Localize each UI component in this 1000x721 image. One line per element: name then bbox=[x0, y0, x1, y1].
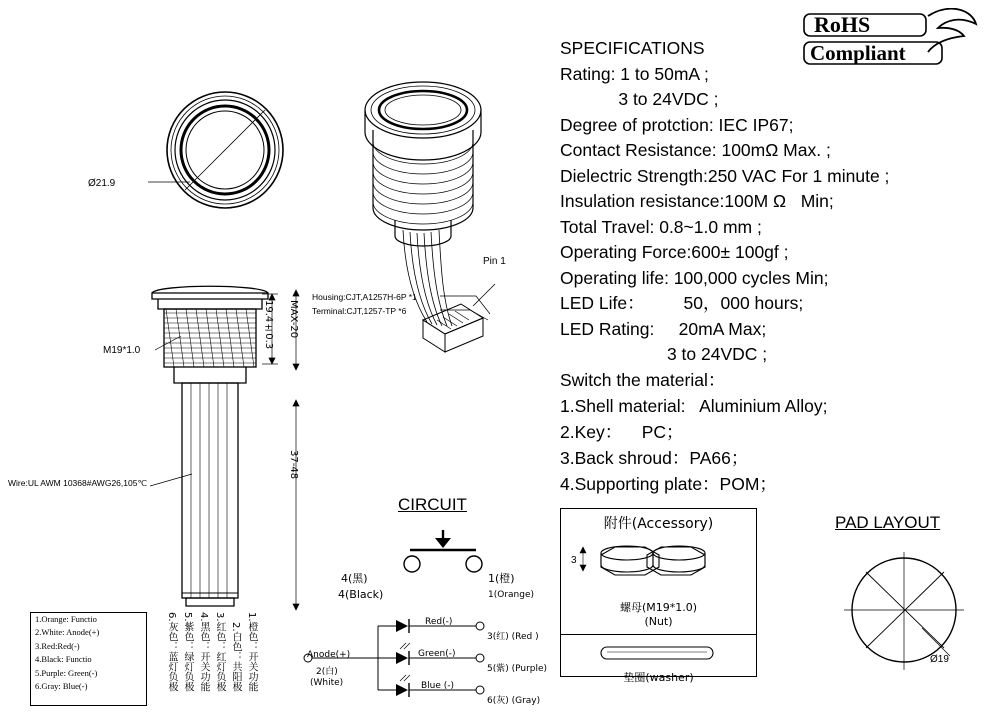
label-washer: 垫圈(washer) bbox=[623, 671, 694, 684]
label-wire-spec: Wire:UL AWM 10368#AWG26,105℃ bbox=[8, 478, 147, 488]
wire-legend-item: 2.White: Anode(+) bbox=[35, 627, 100, 638]
label-anode-en: (White) bbox=[310, 678, 344, 688]
rohs-line1: RoHS bbox=[814, 12, 871, 37]
label-pad-diameter: Ø19 bbox=[930, 654, 949, 665]
pad-layout-drawing bbox=[838, 548, 988, 698]
wire-legend-cn-item: 3.红色：红灯负极 bbox=[214, 612, 225, 692]
label-switch-right-cn: 1(橙) bbox=[488, 572, 515, 585]
wire-legend-item: 1.Orange: Functio bbox=[35, 614, 97, 624]
callout-leader-lines bbox=[440, 290, 510, 330]
circuit-title: CIRCUIT bbox=[398, 495, 467, 514]
specifications-block bbox=[560, 36, 980, 368]
label-thread: M19*1.0 bbox=[103, 345, 141, 356]
spec-line: Operating life: 100,000 cycles Min; bbox=[560, 267, 829, 288]
label-switch-left-en: 4(Black) bbox=[338, 588, 384, 601]
label-pin-red: 3(红) (Red ) bbox=[487, 632, 539, 642]
spec-line: 3 to 24VDC ; bbox=[560, 89, 719, 109]
front-view-drawing bbox=[130, 85, 330, 225]
wire-legend-cn-item: 1.橙色：开关功能 bbox=[246, 612, 257, 692]
label-terminal: Terminal:CJT,1257-TP *6 bbox=[312, 306, 407, 316]
label-anode-cn: 2(白) bbox=[316, 667, 338, 677]
label-dim-max: MAX-20 bbox=[288, 300, 299, 339]
specifications-title: SPECIFICATIONS bbox=[560, 38, 705, 58]
label-pin1: Pin 1 bbox=[483, 256, 506, 267]
wire-legend-cn-item: 5.紫色：绿灯负极 bbox=[182, 612, 193, 692]
label-anode: Anode(+) bbox=[307, 650, 351, 660]
label-nut: 螺母(M19*1.0) bbox=[619, 601, 698, 614]
spec-line: Rating: 1 to 50mA ; bbox=[560, 63, 709, 84]
spec-line: Insulation resistance:100M Ω Min; bbox=[560, 191, 834, 211]
wire-legend-cn-item: 2.白色：共阳极 bbox=[230, 622, 241, 692]
materials-block bbox=[560, 367, 980, 497]
wire-legend-item: 6.Gray: Blue(-) bbox=[35, 681, 88, 692]
material-line: 4.Supporting plate：POM； bbox=[560, 474, 777, 494]
spec-line: LED Life： 50，000 hours; bbox=[560, 293, 804, 313]
spec-line: Operating Force:600± 100gf ; bbox=[560, 242, 789, 262]
label-led-green: Green(-) bbox=[418, 649, 456, 659]
label-dim-wire-length: 37-48 bbox=[288, 450, 299, 480]
label-switch-right-en: 1(Orange) bbox=[488, 590, 535, 600]
label-nut-dim: 3 bbox=[571, 555, 577, 566]
materials-title: Switch the material： bbox=[560, 370, 726, 390]
spec-line: 3 to 24VDC ; bbox=[560, 344, 768, 364]
label-switch-left-cn: 4(黑) bbox=[341, 572, 368, 585]
material-line: 2.Key： PC； bbox=[560, 422, 684, 442]
spec-line: LED Rating: 20mA Max; bbox=[560, 318, 767, 339]
wire-spec-leader bbox=[150, 470, 195, 490]
wire-legend-item: 4.Black: Functio bbox=[35, 654, 92, 665]
spec-line: Dielectric Strength:250 VAC For 1 minute ; bbox=[560, 165, 890, 186]
rohs-line2: Compliant bbox=[810, 41, 906, 65]
label-dim-height: 19.4±0.3 bbox=[263, 300, 274, 350]
label-pin-green: 5(紫) (Purple) bbox=[487, 664, 548, 674]
label-top-diameter: Ø21.9 bbox=[88, 178, 116, 189]
wire-legend-cn-item: 4.黑色：开关功能 bbox=[198, 612, 209, 692]
material-line: 3.Back shroud：PA66； bbox=[560, 448, 749, 468]
label-pin-blue: 6(灰) (Gray) bbox=[487, 696, 541, 706]
wire-legend-item: 5.Purple: Green(-) bbox=[35, 667, 98, 678]
spec-line: Contact Resistance: 100mΩ Max. ; bbox=[560, 140, 831, 160]
spec-line: Degree of protction: IEC IP67; bbox=[560, 114, 794, 135]
label-led-blue: Blue (-) bbox=[421, 681, 455, 691]
accessory-title: 附件(Accessory) bbox=[603, 516, 714, 532]
spec-line: Total Travel: 0.8~1.0 mm ; bbox=[560, 216, 762, 237]
wire-legend-item: 3.Red:Red(-) bbox=[35, 640, 80, 651]
label-housing: Housing:CJT,A1257H-6P *1 bbox=[312, 292, 417, 302]
material-line: 1.Shell material: Aluminium Alloy; bbox=[560, 396, 828, 416]
label-led-red: Red(-) bbox=[425, 617, 453, 627]
wire-legend-cn-item: 6.灰色：蓝灯负极 bbox=[166, 612, 177, 692]
label-nut-sub: (Nut) bbox=[644, 615, 673, 628]
wire-legend-box bbox=[30, 612, 147, 706]
accessory-box bbox=[560, 508, 757, 684]
pad-layout-title: PAD LAYOUT bbox=[835, 513, 941, 532]
thread-leader bbox=[155, 330, 183, 352]
